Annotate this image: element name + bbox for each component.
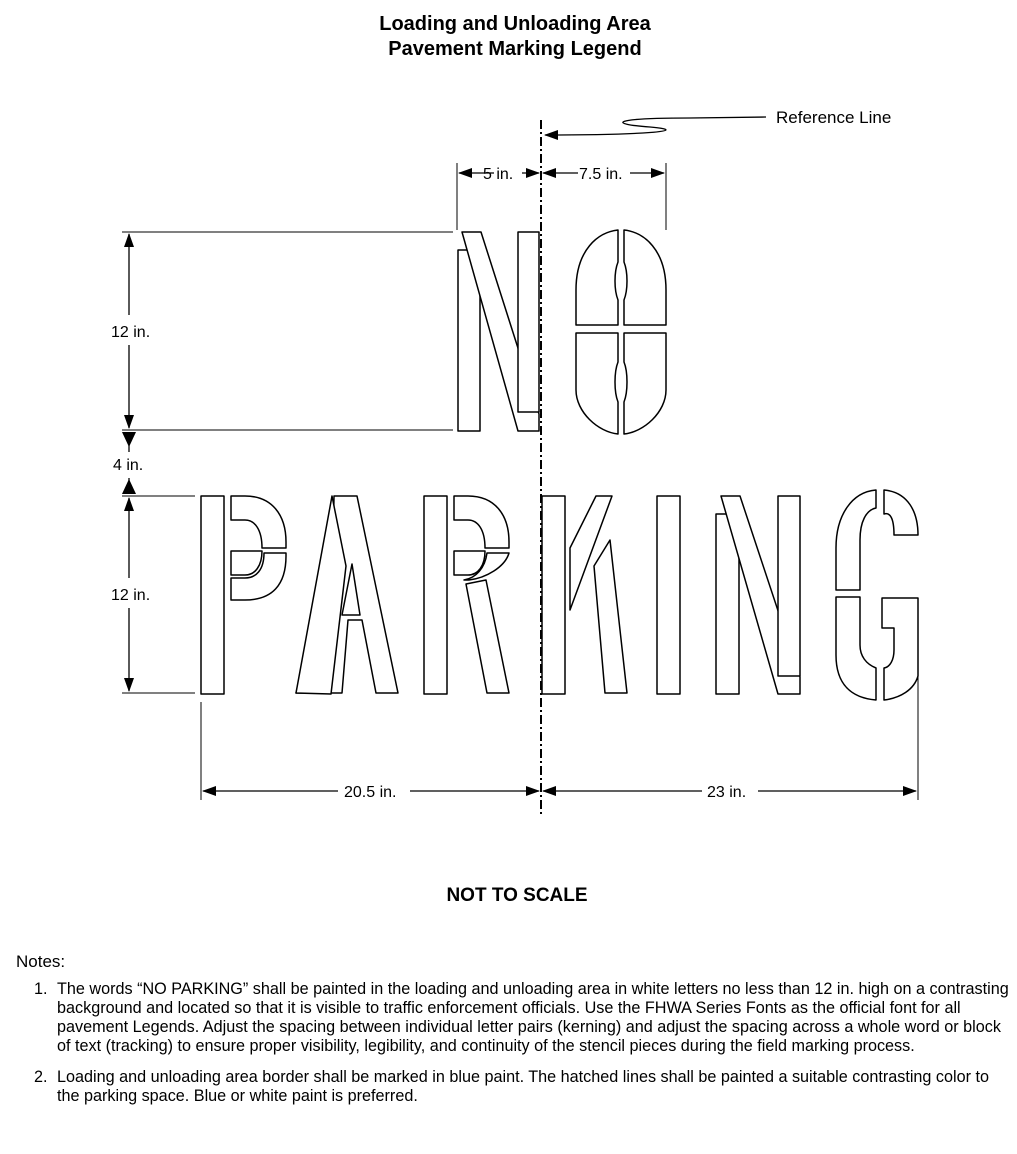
stencil-letter-n [458,232,539,431]
title-line-1: Loading and Unloading Area [379,13,651,35]
dim-label-parking-height: 12 in. [111,587,151,604]
legend-word-parking [201,490,918,700]
stencil-letter-k [542,496,627,694]
not-to-scale-label: NOT TO SCALE [446,885,588,906]
stencil-letter-p [201,496,286,694]
dim-label-23in: 23 in. [707,784,747,801]
dim-label-line-gap: 4 in. [113,457,144,474]
stencil-letter-r [424,496,509,694]
dim-label-5in: 5 in. [483,166,514,183]
note-text: The words “NO PARKING” shall be painted in the loading and unloading area in white letters no less than 12 in. high on a contrasting background and located so that it is visible to traffic enforcement officials. Use the FHWA Series Fonts as the official font for all pavement Legends. Adjust the spacing between individual letter pairs (kerning) and adjust the spacing across a whole word or block of text (tracking) to ensure proper visibility, legibility, and continuity of the stencil pieces during the field marking process. [57,980,1009,1055]
notes-heading: Notes: [16,952,66,971]
title-line-2: Pavement Marking Legend [388,38,642,60]
note-text: Loading and unloading area border shall be marked in blue paint. The hatched lines shall be painted a suitable contrasting color to the parking space. Blue or white paint is preferred. [57,1068,990,1105]
stencil-letter-o [576,230,666,434]
note-item [20,980,1010,1056]
note-number: 2. [34,1068,48,1086]
notes-list [20,980,1010,1118]
reference-line-label: Reference Line [776,108,892,127]
stencil-letter-i [657,496,680,694]
reference-leader [545,117,766,135]
dim-label-20-5in: 20.5 in. [344,784,397,801]
note-number: 1. [34,980,48,998]
stencil-letter-a [296,496,398,694]
stencil-letter-n-2 [716,496,800,694]
legend-word-no [458,230,666,434]
dim-label-no-height: 12 in. [111,324,151,341]
note-item [20,1068,1010,1106]
dim-label-7-5in: 7.5 in. [579,166,623,183]
stencil-letter-g [836,490,918,700]
